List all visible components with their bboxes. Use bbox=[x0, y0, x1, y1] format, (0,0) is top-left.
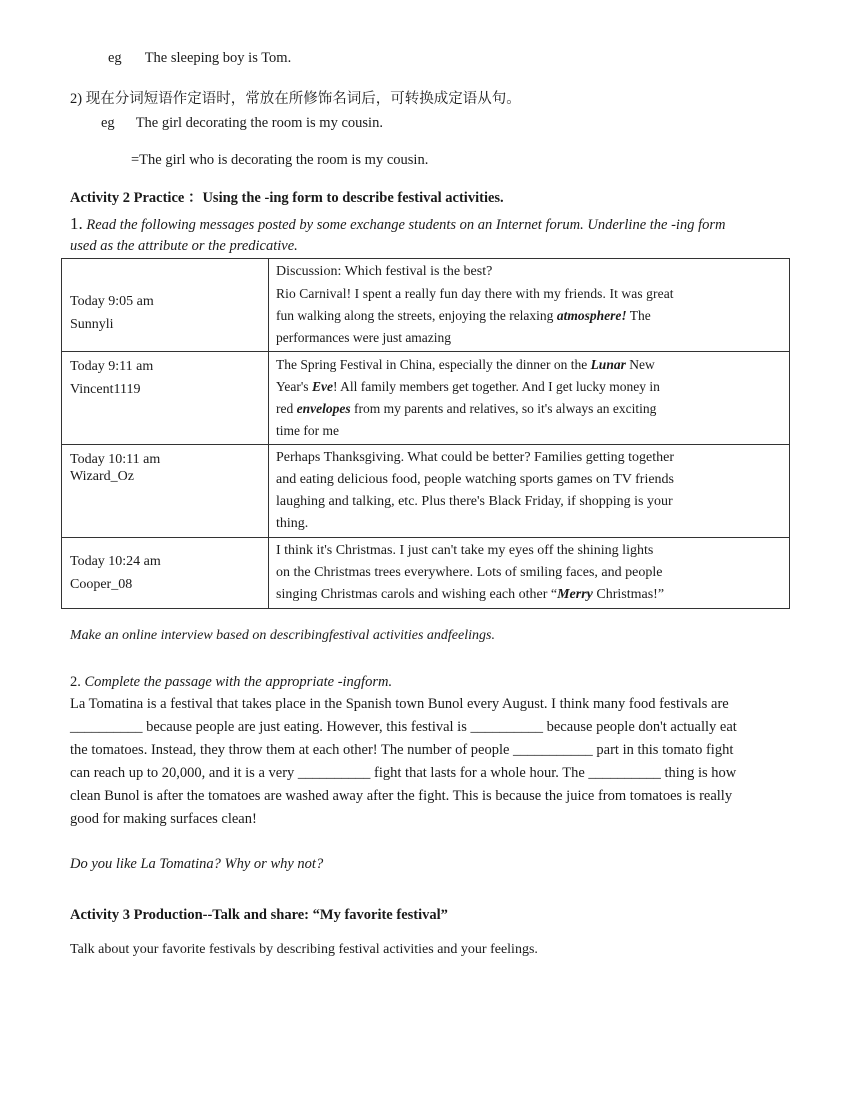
post-user: Sunnyli bbox=[70, 317, 114, 332]
message-line: laughing and talking, etc. Plus there's Black Friday, if shopping is your bbox=[276, 494, 673, 509]
message-line: Perhaps Thanksgiving. What could be better? Families getting together bbox=[276, 450, 675, 465]
task-text: Complete the passage with the appropriate -ingform. bbox=[84, 674, 393, 690]
post-user: Vincent1119 bbox=[70, 382, 141, 397]
answer-blank: __________ bbox=[470, 719, 543, 735]
table-row bbox=[62, 445, 790, 538]
message-line: singing Christmas carols and wishing each other “Merry Christmas!” bbox=[276, 587, 665, 602]
message-line: I think it's Christmas. I just can't take my eyes off the shining lights bbox=[276, 543, 654, 558]
eg-label: eg bbox=[101, 115, 115, 131]
message-line: Discussion: Which festival is the best? bbox=[276, 264, 493, 279]
passage-line: __________ because people are just eating. However, this festival is __________ because people don't actually eat bbox=[70, 719, 737, 735]
message-line: The Spring Festival in China, especially the dinner on the Lunar New bbox=[276, 357, 655, 372]
example-2 bbox=[101, 115, 383, 132]
highlight-word: envelopes bbox=[296, 401, 351, 416]
post-meta bbox=[62, 259, 269, 352]
passage-line: good for making surfaces clean! bbox=[70, 811, 257, 827]
activity-2-heading: Activity 2 Practice ：Using the -ing form to describe festival activities. bbox=[70, 190, 504, 206]
example-sentence: The sleeping boy is Tom. bbox=[144, 50, 292, 66]
post-user: Cooper_08 bbox=[70, 577, 133, 592]
table-row bbox=[62, 538, 790, 609]
post-time: Today 10:24 am bbox=[70, 554, 161, 569]
message-line: red envelopes from my parents and relatives, so it's always an exciting bbox=[276, 401, 657, 416]
answer-blank: __________ bbox=[70, 719, 143, 735]
post-time: Today 9:05 am bbox=[70, 294, 154, 309]
interview-prompt: Make an online interview based on describingfestival activities andfeelings. bbox=[70, 628, 495, 643]
example-sentence: The girl decorating the room is my cousin. bbox=[135, 115, 383, 131]
message-line: Rio Carnival! I spent a really fun day there with my friends. It was great bbox=[276, 286, 674, 301]
post-time: Today 10:11 am bbox=[70, 452, 161, 467]
message-line: fun walking along the streets, enjoying the relaxing atmosphere! The bbox=[276, 308, 651, 323]
answer-blank: __________ bbox=[588, 765, 661, 781]
eg-label: eg bbox=[108, 50, 122, 66]
passage-line: clean Bunol is after the tomatoes are washed away after the fight. This is because the juice from tomatoes is really bbox=[70, 788, 733, 804]
post-message bbox=[269, 445, 790, 538]
post-message bbox=[269, 538, 790, 609]
post-message bbox=[269, 259, 790, 352]
message-line: on the Christmas trees everywhere. Lots of smiling faces, and people bbox=[276, 565, 663, 580]
example-equivalent: =The girl who is decorating the room is my cousin. bbox=[131, 152, 429, 168]
post-meta bbox=[62, 538, 269, 609]
post-meta bbox=[62, 352, 269, 445]
task-1-instruction bbox=[70, 214, 725, 234]
task-2-instruction bbox=[70, 674, 392, 691]
passage-line: La Tomatina is a festival that takes place in the Spanish town Bunol every August. I think many food festivals are bbox=[70, 696, 729, 712]
answer-blank: ___________ bbox=[513, 742, 593, 758]
highlight-word: Merry bbox=[557, 587, 593, 602]
table-row bbox=[62, 259, 790, 352]
table-row bbox=[62, 352, 790, 445]
post-meta bbox=[62, 445, 269, 538]
activity-3-heading: Activity 3 Production--Talk and share: “My favorite festival” bbox=[70, 907, 448, 923]
post-message bbox=[269, 352, 790, 445]
passage-line: the tomatoes. Instead, they throw them at each other! The number of people ___________ part in this tomato fight bbox=[70, 742, 734, 758]
message-line: thing. bbox=[276, 516, 309, 531]
answer-blank: __________ bbox=[297, 765, 371, 781]
message-line: time for me bbox=[276, 423, 339, 438]
message-line: performances were just amazing bbox=[276, 330, 452, 345]
discussion-question: Do you like La Tomatina? Why or why not? bbox=[70, 856, 324, 872]
highlight-word: Lunar bbox=[590, 357, 626, 372]
passage bbox=[70, 693, 788, 831]
activity-3-text: Talk about your favorite festivals by describing festival activities and your feelings. bbox=[70, 942, 538, 957]
task-text: Read the following messages posted by some exchange students on an Internet forum. Underline the -ing form bbox=[86, 217, 726, 233]
post-user: Wizard_Oz bbox=[70, 469, 134, 484]
message-line: and eating delicious food, people watching sports games on TV friends bbox=[276, 472, 675, 487]
task-1-instruction-cont: used as the attribute or the predicative. bbox=[70, 238, 298, 254]
grammar-rule-2: 2) 现在分词短语作定语时，常放在所修饰名词后，可转换成定语从句。 bbox=[70, 91, 521, 107]
task-number: 2. bbox=[70, 674, 81, 690]
highlight-word: atmosphere! bbox=[556, 308, 627, 323]
passage-line: can reach up to 20,000, and it is a very __________ fight that lasts for a whole hour. The __________ thing is how bbox=[70, 765, 737, 781]
post-time: Today 9:11 am bbox=[70, 359, 154, 374]
highlight-word: Eve bbox=[311, 379, 333, 394]
message-line: Year's Eve! All family members get together. And I get lucky money in bbox=[276, 379, 660, 394]
task-number: 1. bbox=[70, 214, 83, 233]
forum-table bbox=[61, 258, 790, 609]
example-1 bbox=[108, 50, 291, 67]
